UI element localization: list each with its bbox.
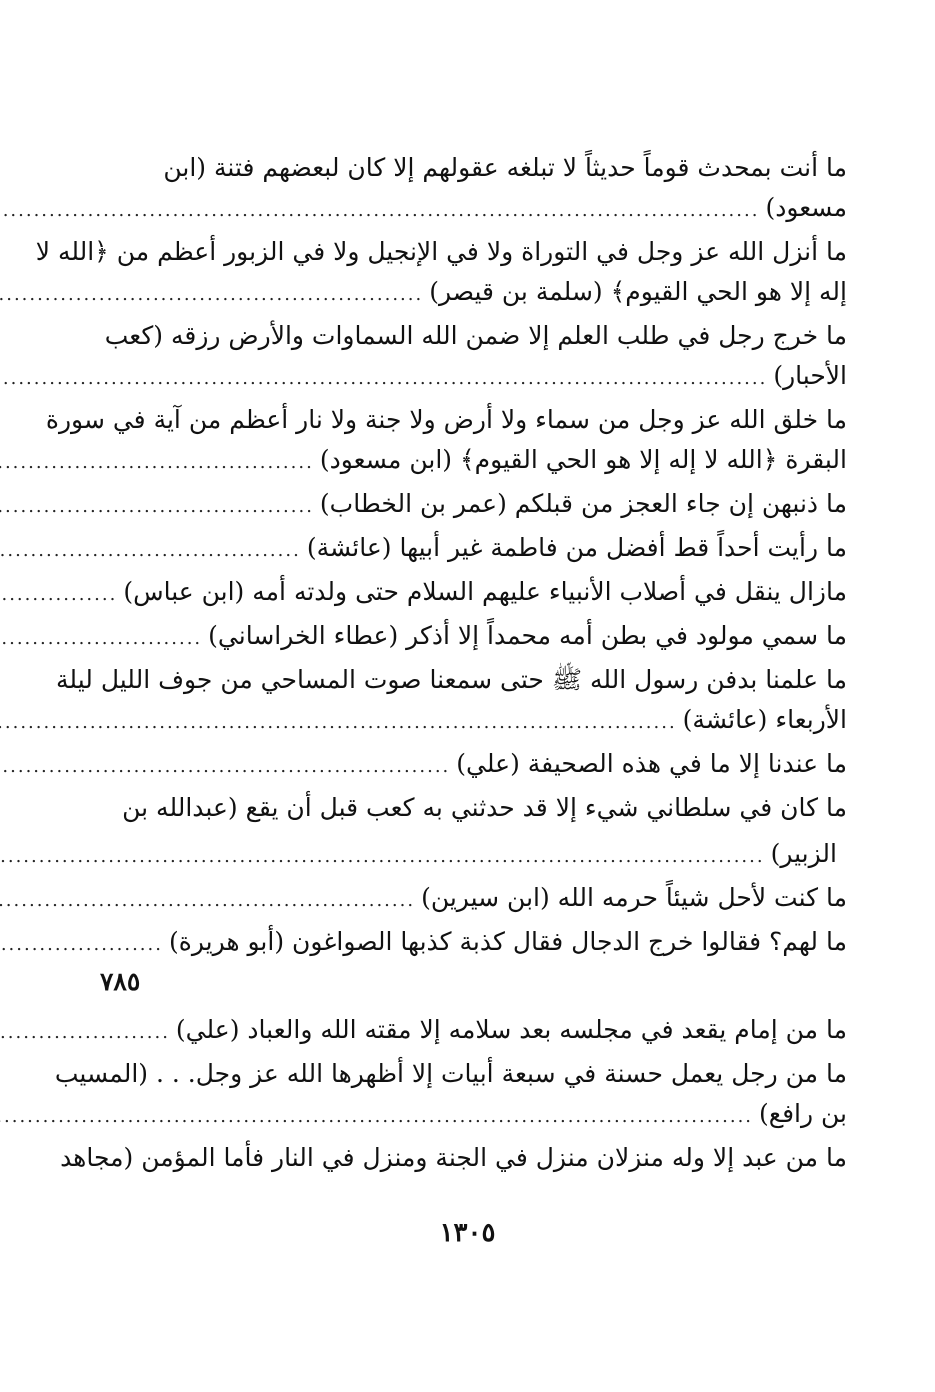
entry-text: ما من رجل يعمل حسنة في سبعة أبيات إلا أظهرها الله عز وجل. . . (المسيب: [54, 1059, 847, 1088]
entry-text: ما ذنبهن إن جاء العجز من قبلكم (عمر بن الخطاب): [319, 489, 847, 518]
entry-text: ما خلق الله عز وجل من سماء ولا أرض ولا جنة ولا نار أعظم من آية في سورة: [45, 405, 847, 434]
entry-line: [100, 834, 847, 874]
index-entry: [100, 528, 847, 568]
entry-line: [100, 878, 847, 918]
entry-line: [100, 962, 847, 1002]
entry-line: [100, 616, 847, 656]
leader-dots: [0, 1013, 170, 1053]
entry-text: ما سمي مولود في بطن أمه محمداً إلا أذكر (عطاء الخراساني): [208, 621, 847, 650]
entry-line: [100, 440, 847, 480]
entry-line: [60, 1138, 847, 1178]
index-entry: [100, 148, 847, 228]
entry-text: مازال ينقل في أصلاب الأنبياء عليهم السلام حتى ولدته أمه (ابن عباس): [123, 577, 847, 606]
entry-line: [100, 272, 847, 312]
page-number: ١٣٠٥: [439, 1218, 496, 1248]
index-entry: [100, 1010, 847, 1050]
entry-line: [100, 484, 847, 524]
index-entry: [100, 922, 847, 1002]
index-page: [35, 148, 847, 1182]
leader-dots: [0, 487, 314, 527]
entry-text: إله إلا هو الحي القيوم﴾ (سلمة بن قيصر): [429, 277, 847, 306]
entry-line: [100, 188, 847, 228]
entry-line: [100, 148, 847, 188]
leader-dots: [0, 747, 450, 787]
entry-line: [100, 922, 847, 962]
entry-line: [100, 356, 847, 396]
index-entry: [45, 400, 847, 480]
leader-dots: [0, 925, 163, 965]
entry-text: ما أنت بمحدث قوماً حديثاً لا تبلغه عقولهم إلا كان لبعضهم فتنة (ابن: [163, 153, 847, 182]
index-entry: [35, 232, 847, 312]
index-entry: [100, 316, 847, 396]
entry-text: ما عندنا إلا ما في هذه الصحيفة (علي): [456, 749, 847, 778]
entry-line: [100, 316, 847, 356]
entry-text: ما علمنا بدفن رسول الله ﷺ حتى سمعنا صوت المساحي من جوف الليل ليلة: [56, 665, 847, 694]
entry-text: الأحبار): [773, 361, 847, 390]
index-entry: [100, 616, 847, 656]
entry-text: ما كنت لأحل شيئاً حرمه الله (ابن سيرين): [421, 883, 847, 912]
index-entry: [56, 660, 847, 740]
entry-line: [100, 1094, 847, 1134]
entry-text: ما أنزل الله عز وجل في التوراة ولا في الإنجيل ولا في الزبور أعظم من ﴿الله لا: [35, 237, 847, 266]
leader-dots: [0, 703, 677, 743]
index-entry: [100, 572, 847, 612]
entry-line: [100, 1010, 847, 1050]
entry-text: الزبير): [770, 839, 837, 868]
entry-line: [35, 232, 847, 272]
leader-dots: [0, 881, 415, 921]
entry-line: [54, 1054, 847, 1094]
entry-text: ما من عبد إلا وله منزلان منزل في الجنة ومنزل في النار فأما المؤمن (مجاهد: [60, 1143, 847, 1172]
leader-dots: [0, 837, 765, 877]
entry-text: البقرة ﴿الله لا إله إلا هو الحي القيوم﴾ (ابن مسعود): [319, 445, 847, 474]
leader-dots: [0, 275, 423, 315]
leader-dots: [0, 191, 759, 231]
leader-dots: [0, 443, 314, 483]
page-reference: ٧٨٥: [100, 967, 141, 996]
entry-text: مسعود): [765, 193, 847, 222]
leader-dots: [0, 531, 301, 571]
entry-text: ما من إمام يقعد في مجلسه بعد سلامه إلا مقته الله والعباد (علي): [175, 1015, 847, 1044]
entry-text: الأربعاء (عائشة): [682, 705, 847, 734]
entry-text: بن رافع): [759, 1099, 847, 1128]
entry-text: ما كان في سلطاني شيء إلا قد حدثني به كعب قبل أن يقع (عبدالله بن: [122, 793, 847, 822]
leader-dots: [0, 575, 117, 615]
entry-line: [100, 788, 847, 828]
entry-line: [100, 700, 847, 740]
entry-line: [100, 744, 847, 784]
entry-text: ما لهم؟ فقالوا خرج الدجال فقال كذبة كذبها الصواغون (أبو هريرة): [168, 927, 847, 956]
entry-text: ما رأيت أحداً قط أفضل من فاطمة غير أبيها (عائشة): [306, 533, 847, 562]
entry-line: [100, 528, 847, 568]
index-entry: [100, 878, 847, 918]
entry-line: [100, 572, 847, 612]
entry-line: [56, 660, 847, 700]
index-entry: [100, 788, 847, 874]
entry-text: ما خرج رجل في طلب العلم إلا ضمن الله السماوات والأرض رزقه (كعب: [104, 321, 847, 350]
leader-dots: [0, 619, 202, 659]
index-entry: [100, 744, 847, 784]
index-entry: [60, 1138, 847, 1178]
leader-dots: [0, 359, 767, 399]
entry-line: [45, 400, 847, 440]
leader-dots: [0, 1097, 753, 1137]
index-entry: [100, 484, 847, 524]
index-entry: [54, 1054, 847, 1134]
